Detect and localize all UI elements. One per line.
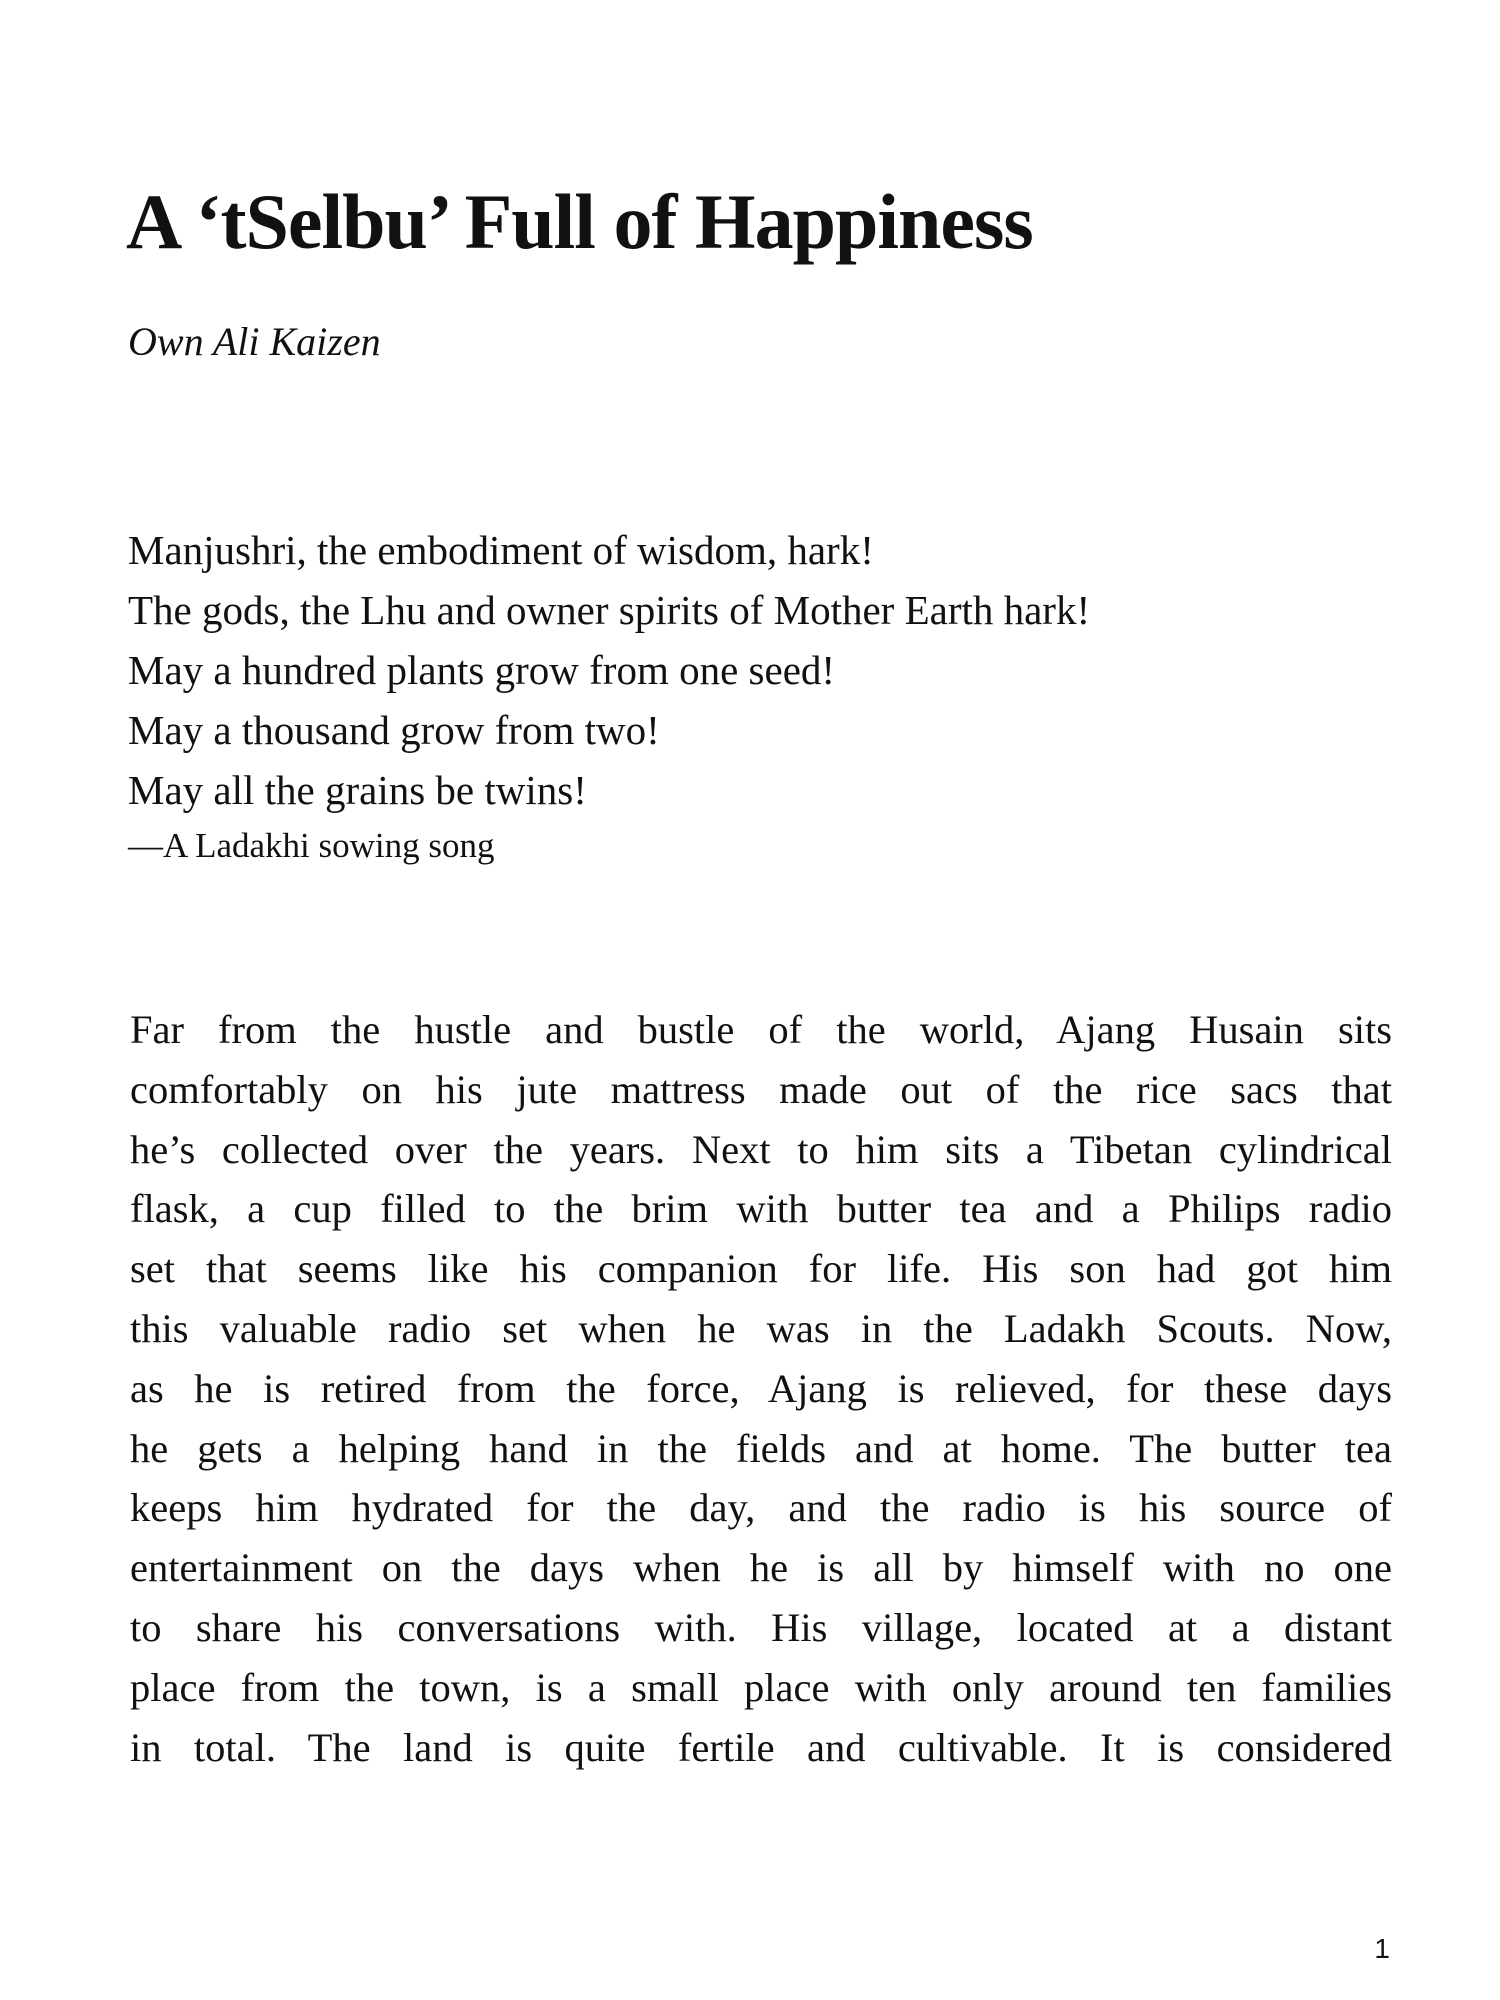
body-line: to share his conversations with. His village, located at a distant — [130, 1604, 1392, 1650]
epigraph-line: The gods, the Lhu and owner spirits of Mother Earth hark! — [128, 587, 1091, 633]
chapter-title: A ‘tSelbu’ Full of Happiness — [126, 178, 1033, 265]
page-number: 1 — [1374, 1933, 1390, 1964]
epigraph-line: May a thousand grow from two! — [128, 707, 660, 753]
body-paragraph — [130, 1000, 1392, 1777]
body-line: he’s collected over the years. Next to him sits a Tibetan cylindrical — [130, 1126, 1392, 1172]
body-line: flask, a cup filled to the brim with butter tea and a Philips radio — [130, 1186, 1392, 1232]
body-line: this valuable radio set when he was in the Ladakh Scouts. Now, — [130, 1305, 1392, 1351]
body-line: Far from the hustle and bustle of the world, Ajang Husain sits — [130, 1007, 1392, 1052]
epigraph-line: May a hundred plants grow from one seed! — [128, 647, 836, 693]
body-line: entertainment on the days when he is all by himself with no one — [130, 1545, 1392, 1591]
body-line: he gets a helping hand in the fields and at home. The butter tea — [130, 1425, 1392, 1471]
author-name: Own Ali Kaizen — [128, 319, 381, 364]
epigraph-line: Manjushri, the embodiment of wisdom, hark! — [128, 527, 874, 573]
body-line: comfortably on his jute mattress made out of the rice sacs that — [130, 1066, 1392, 1112]
epigraph-line: May all the grains be twins! — [128, 767, 587, 813]
body-line: in total. The land is quite fertile and cultivable. It is considered — [130, 1724, 1392, 1770]
epigraph-attribution: —A Ladakhi sowing song — [128, 826, 495, 865]
epigraph — [128, 520, 1378, 872]
body-line: place from the town, is a small place with only around ten families — [130, 1664, 1392, 1710]
body-line: as he is retired from the force, Ajang is relieved, for these days — [130, 1365, 1392, 1411]
body-line: keeps him hydrated for the day, and the radio is his source of — [130, 1485, 1392, 1531]
body-line: set that seems like his companion for life. His son had got him — [130, 1246, 1392, 1292]
